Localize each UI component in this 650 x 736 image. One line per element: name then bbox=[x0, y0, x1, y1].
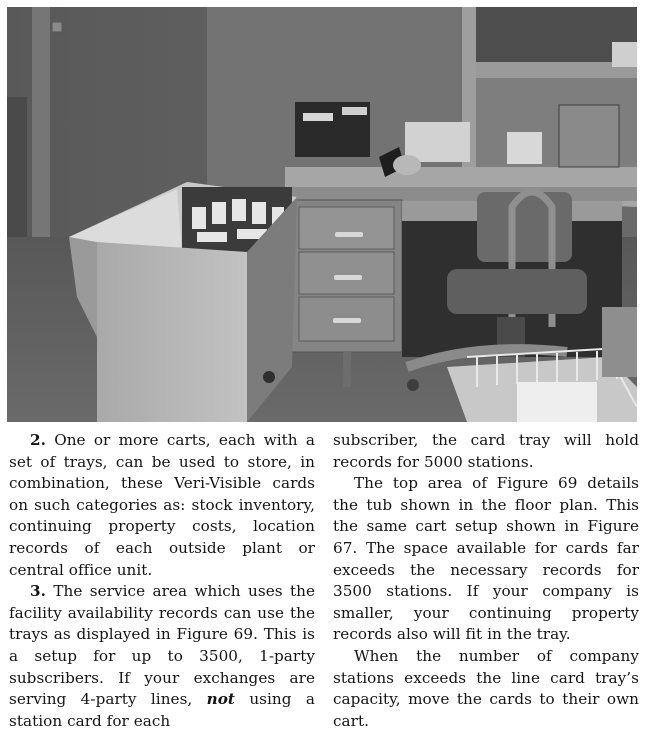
window-sill bbox=[462, 62, 637, 78]
drawer-1 bbox=[299, 207, 394, 249]
paragraph-when: When the number of company stations exceeds the line card tray’s capacity, move the cards to their own cart. bbox=[333, 646, 639, 730]
paragraph-continued: subscriber, the card tray will hold records for 5000 stations. bbox=[333, 431, 639, 471]
paragraph-number: 3. bbox=[30, 582, 46, 601]
tape-dispenser bbox=[507, 132, 542, 164]
paragraph-top-area: The top area of Figure 69 details the tub shown in the floor plan. This the same cart setup shown in Figure 67. The space available for cards far exceeds the necessary records for 3500 stations. If your company is smaller, your continuing property records also will fit in the tray. bbox=[333, 474, 639, 644]
letter-tray bbox=[405, 122, 470, 162]
document-holder bbox=[559, 105, 619, 167]
wall-switch bbox=[52, 22, 62, 32]
office-scene-illustration bbox=[7, 7, 637, 422]
card-file-label bbox=[303, 113, 333, 121]
right-column bbox=[333, 430, 639, 732]
emphasis-not: not bbox=[206, 690, 235, 709]
drawer-handle bbox=[333, 318, 361, 323]
drawer-handle bbox=[334, 275, 362, 280]
card-file-label bbox=[342, 107, 367, 115]
side-cabinet bbox=[602, 307, 637, 377]
paragraph-number: 2. bbox=[30, 431, 46, 449]
telephone bbox=[393, 155, 421, 175]
paragraph-text: One or more carts, each with a set of trays, can be used to store, in combination, these Veri-Visible cards on such categories as: stock inventory, continuing property costs, location records of each outside plant or central office unit. bbox=[9, 431, 315, 579]
door-frame bbox=[32, 7, 50, 237]
basket-papers bbox=[517, 382, 597, 422]
left-column bbox=[9, 430, 315, 732]
paragraph-2 bbox=[9, 430, 315, 581]
figure-photo bbox=[7, 7, 637, 422]
paragraph-3 bbox=[9, 581, 315, 732]
chair-back bbox=[477, 192, 572, 262]
chair-caster bbox=[407, 379, 419, 391]
drawer-handle bbox=[335, 232, 363, 237]
drawer-2 bbox=[299, 252, 394, 294]
wall-paper bbox=[612, 42, 637, 67]
cart-front-panel bbox=[97, 242, 247, 422]
desk-leg bbox=[343, 352, 351, 387]
paragraph-text: The service area which uses the facility availability records can use the trays as displayed in Figure 69. This is a setup for up to 3500, 1-party subscribers. If your exchanges are serving 4-party lines, bbox=[9, 582, 315, 709]
window bbox=[462, 7, 637, 67]
desk-edge bbox=[285, 187, 637, 201]
paragraph-text: using a station card for each bbox=[9, 690, 315, 730]
doorway-shadow bbox=[7, 97, 27, 237]
cart-caster bbox=[263, 371, 275, 383]
chair-seat bbox=[447, 269, 587, 314]
